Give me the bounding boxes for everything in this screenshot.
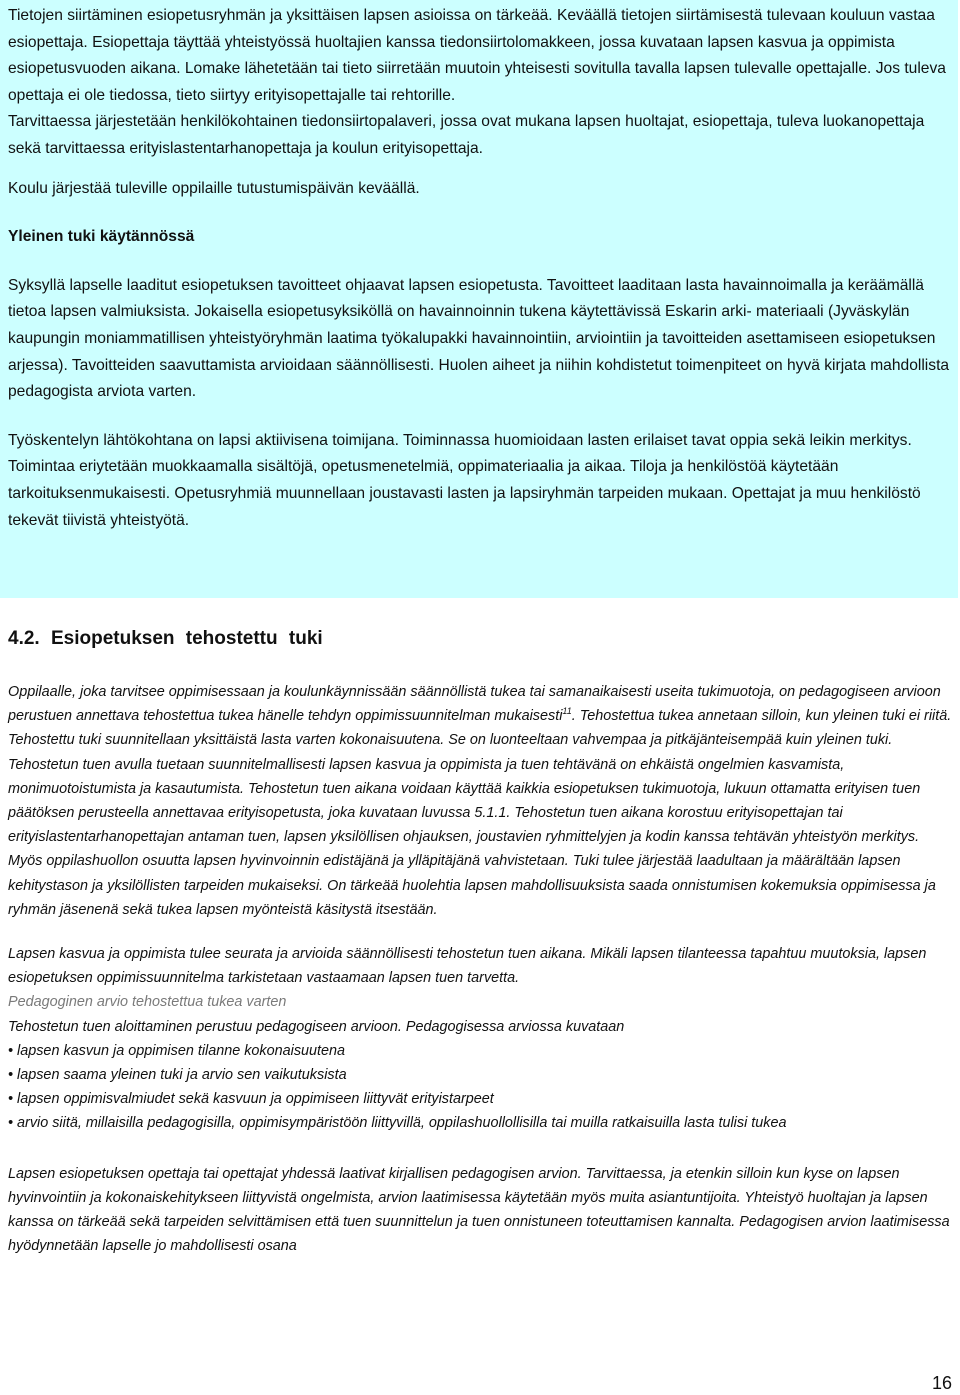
paragraph-assessment-intro: Tehostetun tuen aloittaminen perustuu pedagogiseen arvioon. Pedagogisessa arviossa kuvataan <box>8 1018 625 1035</box>
section-enhanced-support-body <box>8 680 952 1258</box>
paragraph-working-approach: Työskentelyn lähtökohtana on lapsi aktiivisena toimijana. Toiminnassa huomioidaan lasten erilaiset tavat oppia sekä leikin merkitys. Toimintaa eriytetään muokkaamalla sisältöjä, opetusmenetelmiä, oppimateriaalia ja aikaa. Tiloja ja henkilöstöä käytetään tarkoituksenmukaisesti. Opetusryhmiä muunnellaan joustavasti lasten ja lapsiryhmän tarpeiden mukaan. Opettajat ja muu henkilöstö tekevät tiivistä yhteistyötä. <box>8 431 921 529</box>
bullet-item: • arvio siitä, millaisilla pedagogisilla, oppimisympäristöön liittyvillä, oppilashuollollisilla tai muilla ratkaisuilla lasta tulisi tukea <box>8 1115 787 1132</box>
page-number: 16 <box>931 1373 952 1393</box>
paragraph-enhanced-support <box>8 680 952 922</box>
section-heading-enhanced-support: 4.2. Esiopetuksen tehostettu tuki <box>8 628 323 649</box>
paragraph-transfer-meeting: Tarvittaessa järjestetään henkilökohtainen tiedonsiirtopalaveri, jossa ovat mukana lapsen huoltajat, esiopettaja, tuleva luokanopettaja sekä tarvittaessa erityislastentarhanopettaja ja koulun erityisopettaja. <box>8 113 925 157</box>
paragraph-visit-day: Koulu järjestää tuleville oppilaille tutustumispäivän keväällä. <box>8 179 420 197</box>
bullet-item: • lapsen saama yleinen tuki ja arvio sen vaikutuksista <box>8 1067 347 1084</box>
heading-general-support: Yleinen tuki käytännössä <box>8 228 195 246</box>
subheading-pedagogical-assessment: Pedagoginen arvio tehostettua tukea varten <box>8 994 287 1011</box>
highlighted-text-block <box>8 3 952 534</box>
bullet-item: • lapsen oppimisvalmiudet sekä kasvuun ja oppimiseen liittyvät erityistarpeet <box>8 1091 494 1108</box>
paragraph-info-transfer: Tietojen siirtäminen esiopetusryhmän ja yksittäisen lapsen asioissa on tärkeää. Keväällä tietojen siirtämisestä tulevaan kouluun vastaa esiopettaja. Esiopettaja täyttää yhteistyössä huoltajien kanssa tiedonsiirtolomakkeen, jossa kuvataan lapsen kasvua ja oppimista esiopetusvuoden aikana. Lomake lähetetään tai tieto siirretään muutoin yhteisesti sovitulla tavalla lapsen tulevalle opettajalle. Jos tuleva opettaja ei ole tiedossa, tieto siirtyy erityisopettajalle tai rehtorille. <box>8 7 946 104</box>
highlighted-section <box>0 0 958 598</box>
paragraph-assessment-authors: Lapsen esiopetuksen opettaja tai opettajat yhdessä laativat kirjallisen pedagogisen arvion. Tarvittaessa, ja etenkin silloin kun kyse on lapsen hyvinvointiin ja kokonaiskehitykseen liittyvistä ongelmista, arvion laatimisessa käytetään myös muita asiantuntijoita. Yhteistyö huoltajan ja lapsen kanssa on tärkeää sekä tarpeiden selvittämisen että tuen suunnittelun ja tuen onnistuneen toteuttamisen kannalta. Pedagogisen arvion laatimisessa hyödynnetään lapselle jo mahdollisesti osana <box>8 1165 950 1255</box>
bullet-item: • lapsen kasvun ja oppimisen tilanne kokonaisuutena <box>8 1042 346 1059</box>
paragraph-monitoring: Lapsen kasvua ja oppimista tulee seurata ja arvioida säännöllisesti tehostetun tuen aikana. Mikäli lapsen tilanteessa tapahtuu muutoksia, lapsen esiopetuksen oppimissuunnitelma tarkistetaan vastaamaan lapsen tuen tarvetta. <box>8 946 927 987</box>
footnote-marker: 11 <box>562 706 572 717</box>
paragraph-goals: Syksyllä lapselle laaditut esiopetuksen tavoitteet ohjaavat lapsen esiopetusta. Tavoitteet laaditaan lasta havainnoimalla ja keräämällä tietoa lapsen valmiuksista. Jokaisella esiopetusyksiköllä on havainnoinnin tukena käytettävissä Eskarin arki- materiaali (Jyväskylän kaupungin moniammatillisen yhteistyöryhmän laatima työkalupakki havainnointiin, arviointiin ja tavoitteiden asettamiseen esiopetuksen arjessa). Tavoitteiden saavuttamista arvioidaan säännöllisesti. Huolen aiheet ja niihin kohdistetut toimenpiteet on hyvä kirjata mahdollista pedagogista arviota varten. <box>8 276 950 401</box>
paragraph-enhanced-support-part2: . Tehostettua tukea annetaan silloin, kun yleinen tuki ei riitä. Tehostettu tuki suunnitellaan yksittäistä lasta varten kokonaisuutena. Se on luonteeltaan vahvempaa ja pitkäjänteisempää kuin yleinen tuki. Tehostetun tuen avulla tuetaan suunnitelmallisesti lapsen kasvua ja oppimista ja tuen tehtävänä on ehkäistä ongelmien kasvamista, monimuotoistumista ja kasautumista. Tehostetun tuen aikana voidaan käyttää kaikkia esiopetuksen tukimuotoja, lukuun ottamatta erityisen tuen päätöksen perusteella annettavaa erityisopetusta, joka kuvataan luvussa 5.1.1. Tehostetun tuen aikana korostuu erityisopettajan tai erityislastentarhanopettajan antaman tuen, lapsen yksilöllisen ohjauksen, joustavien ryhmittelyjen ja kodin kanssa tehtävän yhteistyön merkitys. Myös oppilashuollon osuutta lapsen hyvinvoinnin edistäjänä ja ylläpitäjänä vahvistetaan. Tuki tulee järjestää laadultaan ja määrältään lapsen kehitystason ja yksilöllisten tarpeiden mukaiseksi. On tärkeää huolehtia lapsen mahdollisuuksista saada onnistumisen kokemuksia oppimisessa ja ryhmän jäsenenä sekä tukea lapsen myönteistä käsitystä itsestään. <box>8 708 952 918</box>
paragraph-enhanced-support-part1: Oppilaalle, joka tarvitsee oppimisessaan ja koulunkäynnissään säännöllistä tukea tai samanaikaisesti useita tukimuotoja, on pedagogiseen arvioon perustuen annettava tehostettua tukea hänelle tehdyn oppimissuunnitelman mukaisesti <box>8 684 941 725</box>
